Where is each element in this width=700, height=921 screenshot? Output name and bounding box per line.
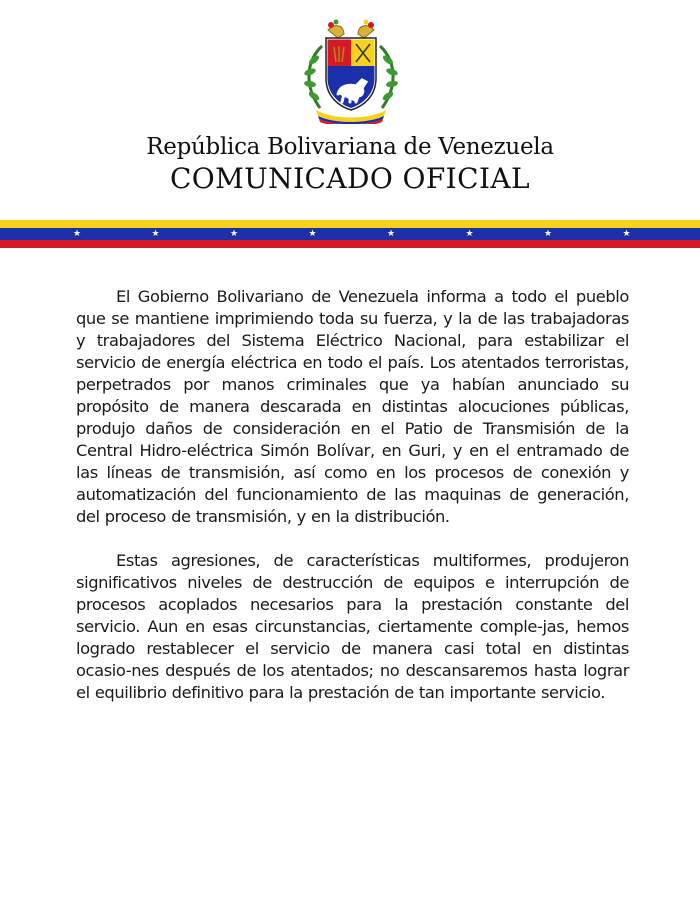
- flag-star-icon: ★: [543, 229, 553, 239]
- flag-star-icon: ★: [465, 229, 474, 239]
- flag-stripe-blue: [0, 228, 700, 240]
- communique-body: [76, 286, 629, 726]
- flag-star-icon: ★: [308, 229, 317, 239]
- republic-heading: República Bolivariana de Venezuela: [146, 134, 554, 160]
- flag-star-icon: ★: [72, 229, 82, 239]
- flag-stripe-red: [0, 240, 700, 248]
- flag-stripe-yellow: [0, 220, 700, 228]
- flag-star-icon: ★: [151, 229, 160, 239]
- communique-title: COMUNICADO OFICIAL: [169, 162, 531, 195]
- flag-banner: [0, 220, 700, 248]
- flag-star-icon: ★: [622, 229, 631, 239]
- body-paragraph-1: El Gobierno Bolivariano de Venezuela informa a todo el pueblo que se mantiene imprimiendo toda su fuerza, y la de las trabajadoras y trabajadores del Sistema Eléctrico Nacional, para estabilizar el servicio de energía eléctrica en todo el país. Los atentados terroristas, perpetrados por manos criminales que ya habían anunciado su propósito de manera descarada en distintas alocuciones públicas, produjo daños de consideración en el Patio de Transmisión de la Central Hidro-eléctrica Simón Bolívar, en Guri, y en el entramado de las líneas de transmisión, así como en los procesos de conexión y automatización del funcionamiento de las maquinas de generación, del proceso de transmisión, y en la distribución.: [76, 287, 629, 526]
- flag-star-icon: ★: [386, 229, 396, 239]
- body-paragraph-2: Estas agresiones, de características multiformes, produjeron significativos niveles de destrucción de equipos e interrupción de procesos acoplados necesarios para la prestación constante del servicio. Aun en esas circunstancias, ciertamente comple-jas, hemos logrado restablecer el servicio de manera casi total en distintas ocasio-nes después de los atentados; no descansaremos hasta lograr el equilibrio definitivo para la prestación de tan importante servicio.: [76, 551, 629, 702]
- flag-star-icon: ★: [229, 229, 239, 239]
- coat-of-arms-emblem: [298, 16, 404, 124]
